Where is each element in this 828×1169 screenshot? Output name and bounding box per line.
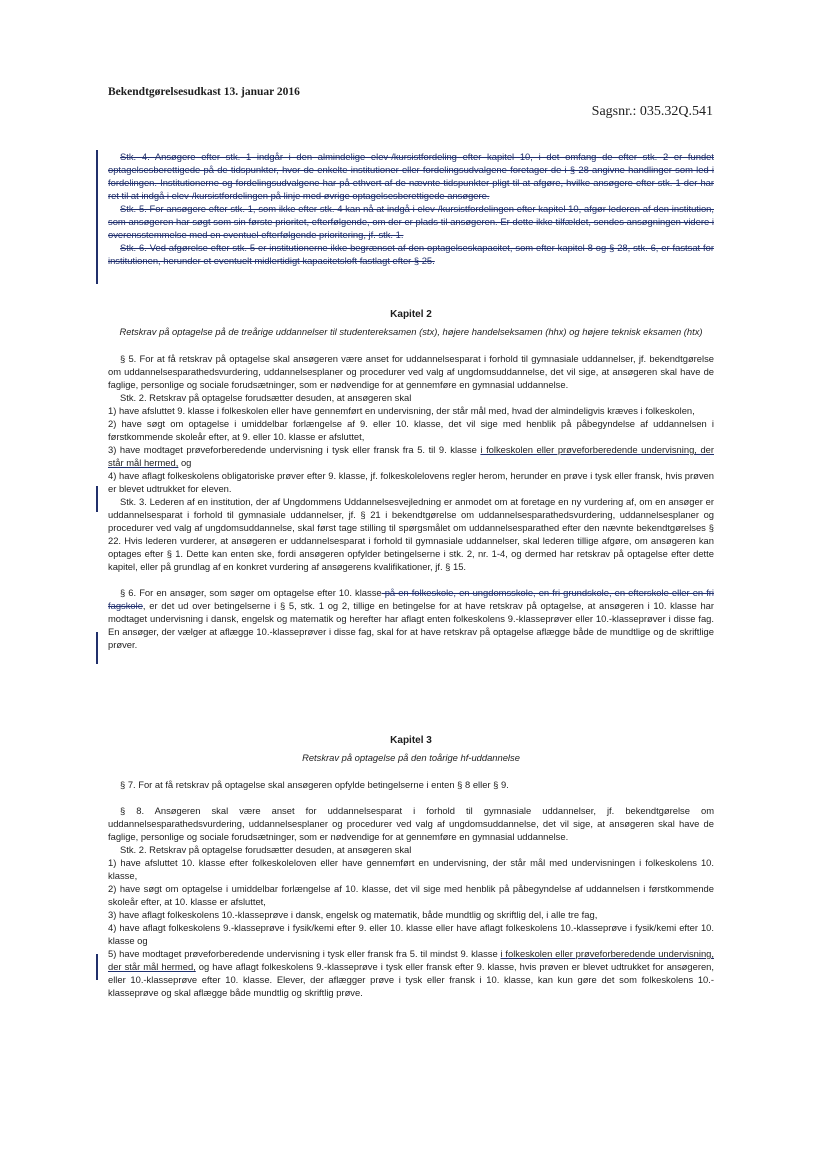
deleted-stk6: Stk. 6. Ved afgørelse efter stk. 5 er institutionerne ikke begrænset af den optagelseskapacitet, som efter kapitel 8 og § 28, stk. 6, er fastsat for institutionen, herunder et eventuelt midlertidigt kapacitetsloft fastlagt efter § 25. <box>108 242 714 266</box>
section-5-intro: § 5. For at få retskrav på optagelse skal ansøgeren være anset for uddannelsesparat i forhold til gymnasiale uddannelser, jf. bekendtgørelse om uddannelsesparathedsvurdering, uddannelsesplaner og procedurer ved valg af ungdomsuddannelse, det vil sige, at ansøgeren skal have de faglige, personlige og sociale forudsætninger, som er nødvendige for at gennemføre en gymnasial uddannelse. <box>108 353 714 390</box>
deleted-paragraphs <box>108 150 714 267</box>
section-8-list <box>108 856 714 999</box>
inserted-text: i folkeskolen eller prøveforberedende undervisning, der står mål hermed, <box>108 948 714 972</box>
list-item: 1) have afsluttet 10. klasse efter folkeskoleloven eller have gennemført en undervisning, der står mål med undervisningen i folkeskolens 10. klasse, <box>108 857 714 881</box>
item-text: 3) have modtaget prøveforberedende undervisning i tysk eller fransk fra 5. til 9. klasse <box>108 444 481 455</box>
chapter-3 <box>108 734 714 999</box>
inserted-text: i folkeskolen eller prøveforberedende undervisning, der står mål hermed, <box>108 444 714 468</box>
list-item: 4) have aflagt folkeskolens 9.-klasseprøve i fysik/kemi efter 9. eller 10. klasse eller have aflagt folkeskolens 10.-klasseprøve i fysik/kemi efter 10. klasse og <box>108 922 714 946</box>
change-bar-s5-item3 <box>96 486 98 512</box>
deleted-text: på en folkeskole, en ungdomsskole, en fri grundskole, en efterskole eller en fri fagskole <box>108 587 715 611</box>
section-7: § 7. For at få retskrav på optagelse skal ansøgeren opfylde betingelserne i enten § 8 eller § 9. <box>120 779 509 790</box>
list-item: 1) have afsluttet 9. klasse i folkeskolen eller have gennemført en undervisning, der står mål med, hvad der almindeligvis kræves i folkeskolen, <box>108 405 695 416</box>
deleted-stk4: Stk. 4. Ansøgere efter stk. 1 indgår i den almindelige elev-/kursistfordeling efter kapitel 10, i det omfang de efter stk. 2 er fundet optagelsesberettigede på de tidspunkter, hvor de enkelte institutioner eller fordelingsudvalgene foretager de i § 28 angivne handlinger som led i fordelingen. Institutionerne og fordelingsudvalgene har på ethvert af de nævnte tidspunkter pligt til at afgøre, hvilke ansøgere efter stk. 1 der har ret til at indgå i elev-/kursistfordelingen på linje med øvrige optagelsesberettigede ansøgere. <box>108 151 714 201</box>
change-bar-s6 <box>96 632 98 664</box>
chapter-2-title: Kapitel 2 <box>390 309 432 320</box>
section-8-stk2-lead: Stk. 2. Retskrav på optagelse forudsætter desuden, at ansøgeren skal <box>120 844 412 855</box>
section-6 <box>108 586 714 651</box>
s6-text: § 6. For en ansøger, som søger om optagelse efter 10. klasse <box>120 587 382 598</box>
list-item: 2) have søgt om optagelse i umiddelbar forlængelse af 10. klasse, det vil sige med henblik på påbegyndelse af uddannelsen i førstkommende skoleår efter, at 10. klasse er afsluttet, <box>108 883 714 907</box>
s6-text: , er det ud over betingelserne i § 5, stk. 1 og 2, tillige en betingelse for at have retskrav på optagelse, at ansøgeren i 10. klasse har modtaget undervisning i dansk, engelsk og matematik og herefter har aflagt enten folkeskolens 9.-klasseprøver eller 10.-klasseprøver i disse fag. En ansøger, der vælger at aflægge 10.-klasseprøver i disse fag, skal for at have retskrav på optagelse aflægge både de mundtlige og de skriftlige prøver. <box>108 600 714 650</box>
section-5-list <box>108 404 714 495</box>
item-text: og have aflagt folkeskolens 9.-klasseprøve i tysk eller fransk efter 9. klasse, hvis prøven er blevet udtrukket for ansøgeren, eller 10.-klasseprøve efter 10. klasse. Elever, der aflægger prøve i tysk eller fransk i 10. klasse, kan kun gøre det som folkeskolens 10.-klasseprøve og skal aflægge både mundtlig og skriftlig prøve. <box>108 961 714 998</box>
section-5-stk3: Stk. 3. Lederen af en institution, der af Ungdommens Uddannelsesvejledning er anmodet om at foretage en ny vurdering af, om en ansøger er uddannelsesparat i forhold til gymnasiale uddannelser, jf. § 21 i bekendtgørelse om uddannelsesparathedsvurdering, uddannelsesplaner og procedurer ved valg af ungdomsuddannelse, skal først tage stilling til spørgsmålet om uddannelsesparathed efter den nævnte bekendtgørelses § 22. Hvis lederen vurderer, at ansøgeren er uddannelsesparat i forhold til gymnasiale uddannelser, skal lederen tillige afgøre, om ansøgeren kan optages efter § 1. Dette kan enten ske, fordi ansøgeren opfylder betingelserne i stk. 2, nr. 1-4, og dermed har retskrav på optagelse efter dette kapitel, eller på grundlag af en konkret vurdering af ansøgerens kvalifikationer, jf. § 15. <box>108 496 714 572</box>
list-item <box>108 947 714 999</box>
chapter-3-title: Kapitel 3 <box>390 735 432 746</box>
list-item <box>108 443 714 469</box>
chapter-2-subtitle: Retskrav på optagelse på de treårige uddannelser til studentereksamen (stx), højere handelseksamen (hhx) og højere teknisk eksamen (htx) <box>119 326 703 337</box>
list-item: 2) have søgt om optagelse i umiddelbar forlængelse af 9. eller 10. klasse, det vil sige med henblik på påbegyndelse af uddannelsen i førstkommende skoleår efter, at 9. eller 10. klasse er afsluttet, <box>108 418 714 442</box>
list-item: 4) have aflagt folkeskolens obligatoriske prøver efter 9. klasse, jf. folkeskolelovens regler herom, herunder en prøve i tysk eller fransk, hvis prøven er blevet udtrukket for eleven. <box>108 470 714 494</box>
deleted-stk5: Stk. 5. For ansøgere efter stk. 1, som ikke efter stk. 4 kan nå at indgå i elev-/kursistfordelingen efter kapitel 10, afgør lederen af den institution, som ansøgeren har søgt som sin første prioritet, efterfølgende, om der er plads til ansøgeren. Er dette ikke tilfældet, sendes ansøgningen videre i overensstemmelse med en eventuel efterfølgende prioritering, jf. stk. 1. <box>108 203 714 240</box>
section-5-stk2-lead: Stk. 2. Retskrav på optagelse forudsætter desuden, at ansøgeren skal <box>120 392 412 403</box>
item-text: 5) have modtaget prøveforberedende undervisning i tysk eller fransk fra 5. til mindst 9. klasse <box>108 948 501 959</box>
case-number: Sagsnr.: 035.32Q.541 <box>591 104 713 119</box>
list-item: 3) have aflagt folkeskolens 10.-klasseprøve i dansk, engelsk og matematik, både mundtlig og skriftlig del, i alle tre fag, <box>108 909 598 920</box>
change-bar-s8-item5 <box>96 954 98 980</box>
change-bar-deleted-block <box>96 150 98 284</box>
chapter-2 <box>108 308 714 651</box>
item-text: og <box>178 457 192 468</box>
chapter-3-subtitle: Retskrav på optagelse på den toårige hf-uddannelse <box>302 752 520 763</box>
document-header-left: Bekendtgørelsesudkast 13. januar 2016 <box>108 86 300 98</box>
section-8-intro: § 8. Ansøgeren skal være anset for uddannelsesparat i forhold til gymnasiale uddannelser, jf. bekendtgørelse om uddannelsesparathedsvurdering, uddannelsesplaner og procedurer ved valg af ungdomsuddannelse, det vil sige, at ansøgeren skal have de faglige, personlige og sociale forudsætninger, som er nødvendige for at gennemføre en gymnasial uddannelse. <box>108 805 714 842</box>
